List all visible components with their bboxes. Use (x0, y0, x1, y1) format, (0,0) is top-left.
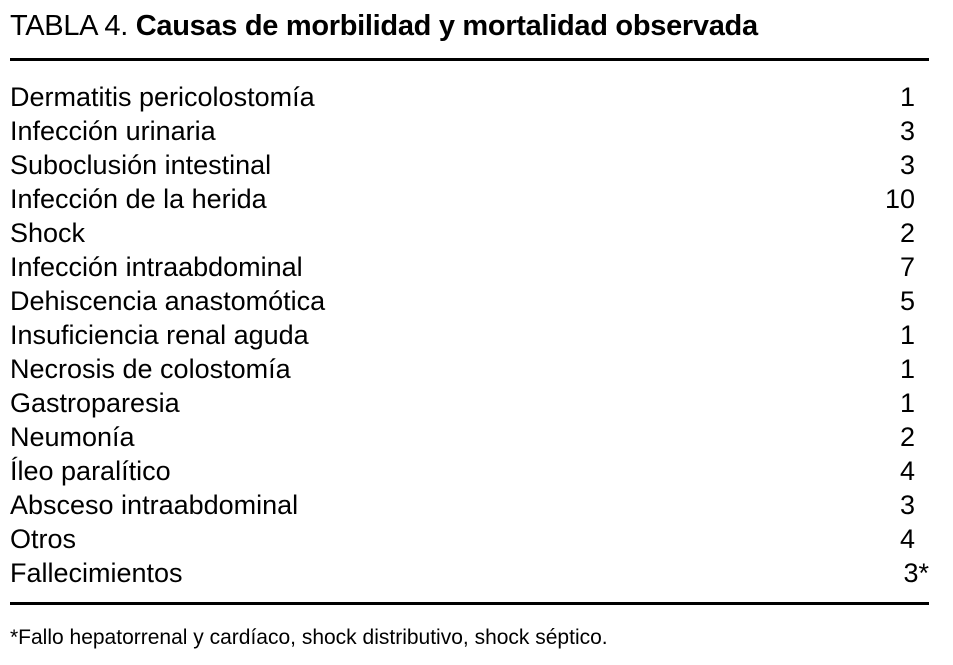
table-row (10, 386, 929, 420)
row-value: 3 (899, 150, 915, 180)
row-label: Íleo paralítico (10, 456, 171, 486)
row-label: Dehiscencia anastomótica (10, 286, 326, 316)
table-row (10, 556, 929, 590)
row-value: 7 (899, 252, 915, 282)
row-value: 1 (899, 82, 915, 112)
row-label: Necrosis de colostomía (10, 354, 291, 384)
row-label: Neumonía (10, 422, 135, 452)
table-row (10, 488, 929, 522)
row-value: 2 (899, 422, 915, 452)
table-row (10, 522, 929, 556)
row-label: Infección de la herida (10, 184, 267, 214)
row-value: 1 (899, 354, 915, 384)
table-row (10, 182, 929, 216)
row-value: 10 (884, 184, 915, 214)
bottom-rule (10, 602, 929, 605)
row-label: Shock (10, 218, 86, 248)
row-value: 4 (899, 456, 915, 486)
table-row (10, 148, 929, 182)
row-value: 3 (899, 490, 915, 520)
row-value: 3 (899, 116, 915, 146)
table-row (10, 454, 929, 488)
table-number: TABLA 4. (10, 10, 136, 42)
table-row (10, 80, 929, 114)
table-body (10, 80, 929, 590)
row-value: 1 (899, 320, 915, 350)
row-label: Otros (10, 524, 77, 554)
table-title (10, 8, 758, 44)
top-rule (10, 58, 929, 61)
table-caption: Causas de morbilidad y mortalidad observada (135, 10, 758, 42)
row-label: Suboclusión intestinal (10, 150, 272, 180)
row-label: Fallecimientos (10, 558, 183, 588)
table-row (10, 352, 929, 386)
row-label: Infección urinaria (10, 116, 216, 146)
table-row (10, 420, 929, 454)
row-value: 1 (899, 388, 915, 418)
row-value: 2 (899, 218, 915, 248)
row-label: Dermatitis pericolostomía (10, 82, 315, 112)
row-value: 5 (899, 286, 915, 316)
row-label: Infección intraabdominal (10, 252, 303, 282)
table-row (10, 250, 929, 284)
table-row (10, 114, 929, 148)
row-value: 4 (899, 524, 915, 554)
table-footnote: *Fallo hepatorrenal y cardíaco, shock distributivo, shock séptico. (10, 626, 608, 649)
row-label: Absceso intraabdominal (10, 490, 299, 520)
table-row (10, 284, 929, 318)
row-label: Insuficiencia renal aguda (10, 320, 309, 350)
table-row (10, 318, 929, 352)
row-value: 3* (903, 558, 929, 588)
table-row (10, 216, 929, 250)
row-label: Gastroparesia (10, 388, 180, 418)
